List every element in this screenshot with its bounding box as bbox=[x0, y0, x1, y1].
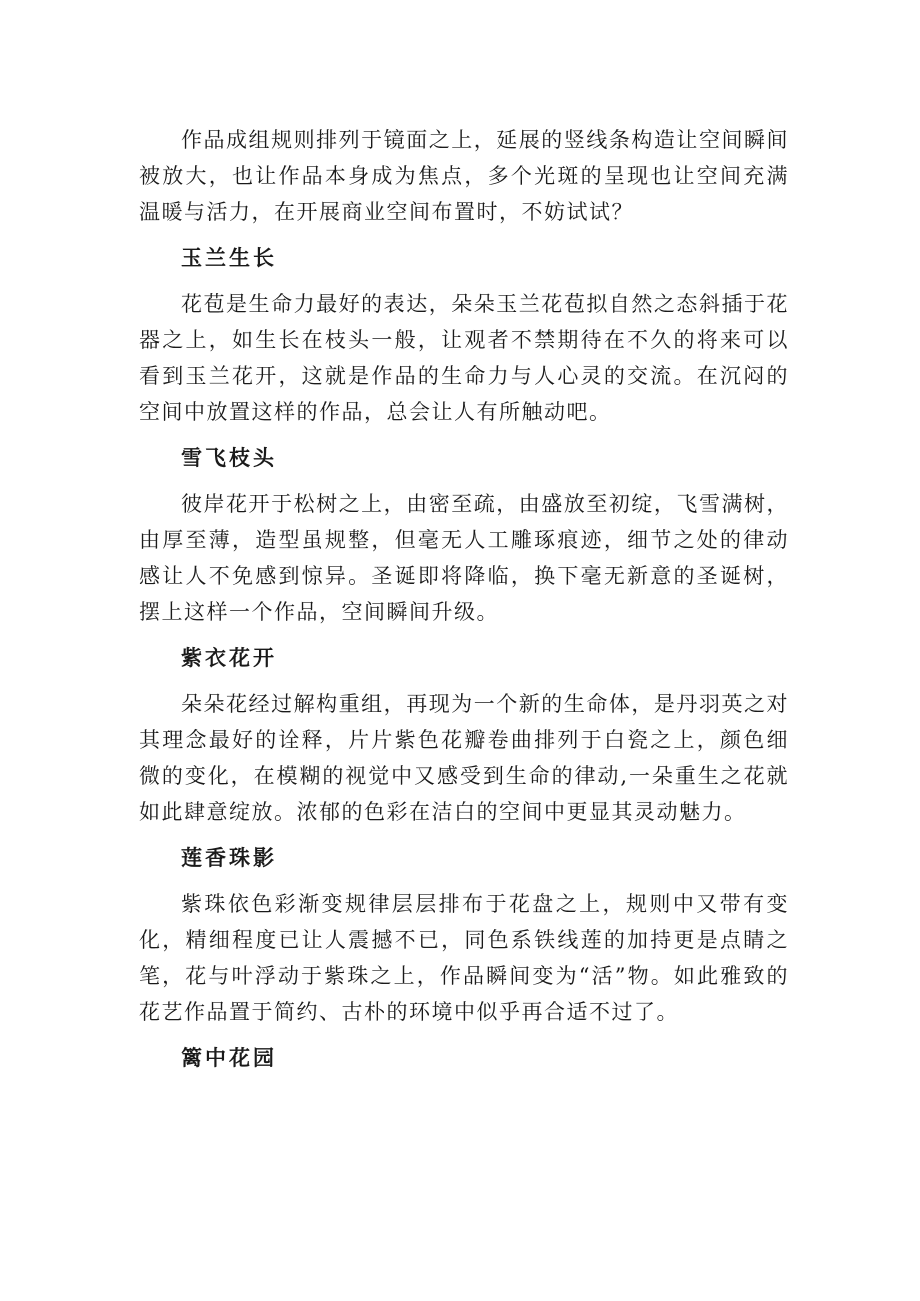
section-heading-lizhong: 篱中花园 bbox=[181, 1045, 277, 1070]
section-heading-ziyi: 紫衣花开 bbox=[181, 645, 277, 670]
document-page bbox=[139, 122, 789, 1076]
paragraph-ziyi: 朵朵花经过解构重组，再现为一个新的生命体，是丹羽英之对其理念最好的诠释，片片紫色花瓣卷曲排列于白瓷之上，颜色细微的变化，在模糊的视觉中又感受到生命的律动,一朵重生之花就如此肆意绽放。浓郁的色彩在洁白的空间中更显其灵动魅力。 bbox=[139, 692, 789, 824]
paragraph-intro: 作品成组规则排列于镜面之上，延展的竖线条构造让空间瞬间被放大，也让作品本身成为焦点，多个光斑的呈现也让空间充满温暖与活力，在开展商业空间布置时，不妨试试？ bbox=[139, 128, 789, 224]
paragraph-xuefei: 彼岸花开于松树之上，由密至疏，由盛放至初绽，飞雪满树，由厚至薄，造型虽规整，但毫无人工雕琢痕迹，细节之处的律动感让人不免感到惊异。圣诞即将降临，换下毫无新意的圣诞树，摆上这样一个作品，空间瞬间升级。 bbox=[139, 492, 789, 624]
section-heading-lianxiang: 莲香珠影 bbox=[181, 845, 277, 870]
section-heading-xuefei: 雪飞枝头 bbox=[181, 445, 277, 470]
section-heading-yulan: 玉兰生长 bbox=[181, 245, 277, 270]
paragraph-yulan: 花苞是生命力最好的表达，朵朵玉兰花苞拟自然之态斜插于花器之上，如生长在枝头一般，让观者不禁期待在不久的将来可以看到玉兰花开，这就是作品的生命力与人心灵的交流。在沉闷的空间中放置这样的作品，总会让人有所触动吧。 bbox=[139, 292, 789, 424]
paragraph-lianxiang: 紫珠依色彩渐变规律层层排布于花盘之上，规则中又带有变化，精细程度已让人震撼不已，同色系铁线莲的加持更是点睛之笔，花与叶浮动于紫珠之上，作品瞬间变为“活”物。如此雅致的花艺作品置于简约、古朴的环境中似乎再合适不过了。 bbox=[139, 892, 789, 1024]
